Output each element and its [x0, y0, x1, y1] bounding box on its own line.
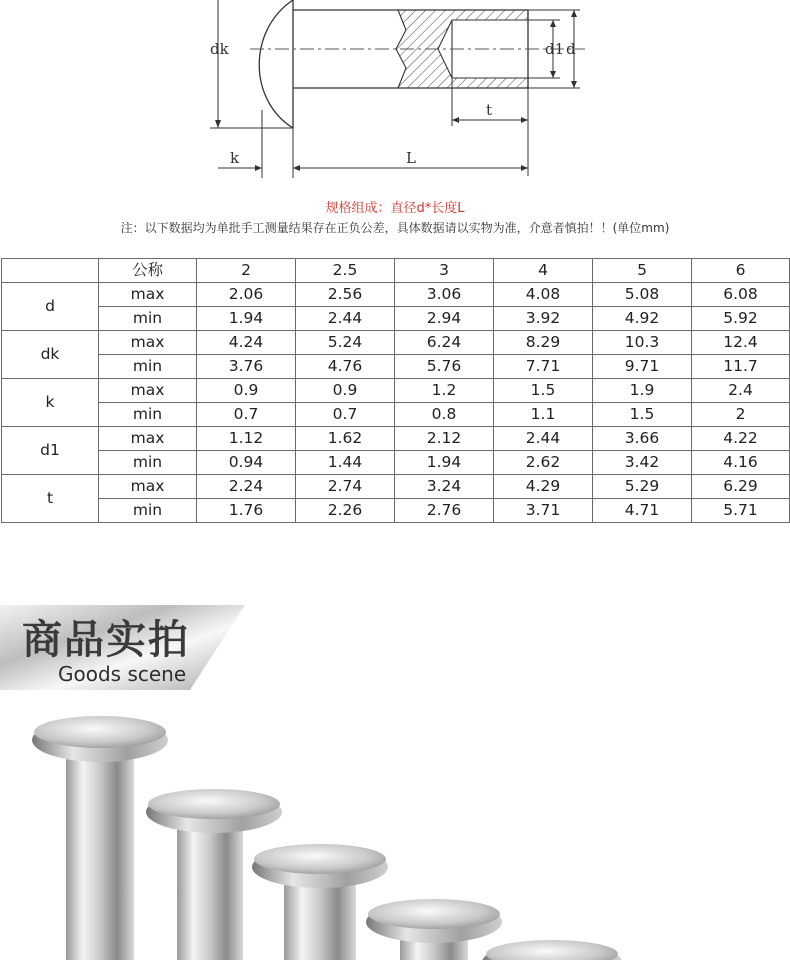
table-row [2, 451, 790, 475]
table-row [2, 499, 790, 523]
value-cell: 5.29 [593, 475, 692, 499]
value-cell: 3.66 [593, 427, 692, 451]
value-cell: 1.1 [494, 403, 593, 427]
value-cell: 2.74 [296, 475, 395, 499]
value-cell: 8.29 [494, 331, 593, 355]
value-cell: 2.24 [197, 475, 296, 499]
value-cell: 2 [692, 403, 790, 427]
header-size-cell: 6 [692, 259, 790, 283]
value-cell: 4.76 [296, 355, 395, 379]
rivets-product-photo [0, 700, 790, 960]
dimension-table [1, 258, 790, 523]
row-label-cell: max [99, 379, 197, 403]
label-d1: d1 [545, 40, 565, 58]
rivet-dimension-drawing [0, 0, 790, 190]
label-t: t [486, 101, 493, 119]
table-row [2, 283, 790, 307]
row-label-cell: min [99, 451, 197, 475]
header-label-cell: 公称 [99, 259, 197, 283]
value-cell: 6.29 [692, 475, 790, 499]
rivet-head-outline [259, 0, 293, 128]
value-cell: 7.71 [494, 355, 593, 379]
value-cell: 2.26 [296, 499, 395, 523]
param-name-cell: d1 [2, 427, 99, 475]
value-cell: 1.62 [296, 427, 395, 451]
value-cell: 4.08 [494, 283, 593, 307]
value-cell: 3.42 [593, 451, 692, 475]
row-label-cell: max [99, 331, 197, 355]
table-row [2, 427, 790, 451]
row-label-cell: min [99, 499, 197, 523]
header-size-cell: 5 [593, 259, 692, 283]
value-cell: 9.71 [593, 355, 692, 379]
rivet-5 [482, 940, 622, 960]
value-cell: 5.24 [296, 331, 395, 355]
label-k: k [230, 149, 240, 167]
value-cell: 0.94 [197, 451, 296, 475]
value-cell: 6.08 [692, 283, 790, 307]
value-cell: 0.9 [296, 379, 395, 403]
row-label-cell: max [99, 283, 197, 307]
value-cell: 0.8 [395, 403, 494, 427]
value-cell: 3.71 [494, 499, 593, 523]
label-L: L [406, 149, 416, 167]
value-cell: 4.24 [197, 331, 296, 355]
goods-scene-subtitle: Goods scene [58, 662, 187, 686]
value-cell: 2.4 [692, 379, 790, 403]
header-size-cell: 2 [197, 259, 296, 283]
value-cell: 0.7 [296, 403, 395, 427]
value-cell: 1.94 [395, 451, 494, 475]
label-d: d [566, 40, 576, 58]
value-cell: 5.08 [593, 283, 692, 307]
measurement-note: 注：以下数据均为单批手工测量结果存在正负公差，具体数据请以实物为准，介意者慎拍！！(单位mm) [120, 221, 670, 235]
rivet-3 [252, 844, 388, 960]
table-row [2, 403, 790, 427]
value-cell: 1.44 [296, 451, 395, 475]
value-cell: 6.24 [395, 331, 494, 355]
value-cell: 2.06 [197, 283, 296, 307]
rivet-4 [366, 899, 502, 960]
value-cell: 5.92 [692, 307, 790, 331]
table-header-row [2, 259, 790, 283]
value-cell: 10.3 [593, 331, 692, 355]
value-cell: 1.76 [197, 499, 296, 523]
row-label-cell: max [99, 475, 197, 499]
value-cell: 4.16 [692, 451, 790, 475]
value-cell: 4.71 [593, 499, 692, 523]
row-label-cell: min [99, 307, 197, 331]
row-label-cell: min [99, 403, 197, 427]
header-size-cell: 3 [395, 259, 494, 283]
table-row [2, 475, 790, 499]
value-cell: 4.29 [494, 475, 593, 499]
value-cell: 5.76 [395, 355, 494, 379]
row-label-cell: min [99, 355, 197, 379]
value-cell: 2.44 [494, 427, 593, 451]
param-name-cell: dk [2, 331, 99, 379]
value-cell: 3.06 [395, 283, 494, 307]
value-cell: 2.94 [395, 307, 494, 331]
param-name-cell: t [2, 475, 99, 523]
header-empty-cell [2, 259, 99, 283]
row-label-cell: max [99, 427, 197, 451]
value-cell: 3.24 [395, 475, 494, 499]
goods-scene-title: 商品实拍 [22, 617, 190, 663]
value-cell: 4.92 [593, 307, 692, 331]
value-cell: 1.5 [494, 379, 593, 403]
value-cell: 5.71 [692, 499, 790, 523]
value-cell: 0.7 [197, 403, 296, 427]
value-cell: 2.12 [395, 427, 494, 451]
value-cell: 4.22 [692, 427, 790, 451]
value-cell: 1.94 [197, 307, 296, 331]
header-size-cell: 4 [494, 259, 593, 283]
rivet-1 [32, 716, 168, 960]
value-cell: 1.2 [395, 379, 494, 403]
table-row [2, 331, 790, 355]
value-cell: 0.9 [197, 379, 296, 403]
header-size-cell: 2.5 [296, 259, 395, 283]
value-cell: 2.56 [296, 283, 395, 307]
value-cell: 2.44 [296, 307, 395, 331]
value-cell: 3.76 [197, 355, 296, 379]
value-cell: 12.4 [692, 331, 790, 355]
value-cell: 2.62 [494, 451, 593, 475]
value-cell: 3.92 [494, 307, 593, 331]
table-row [2, 355, 790, 379]
label-dk: dk [210, 40, 229, 58]
table-row [2, 379, 790, 403]
value-cell: 11.7 [692, 355, 790, 379]
value-cell: 2.76 [395, 499, 494, 523]
value-cell: 1.5 [593, 403, 692, 427]
spec-composition-title: 规格组成：直径d*长度L [325, 201, 465, 216]
param-name-cell: k [2, 379, 99, 427]
value-cell: 1.9 [593, 379, 692, 403]
table-row [2, 307, 790, 331]
value-cell: 1.12 [197, 427, 296, 451]
param-name-cell: d [2, 283, 99, 331]
